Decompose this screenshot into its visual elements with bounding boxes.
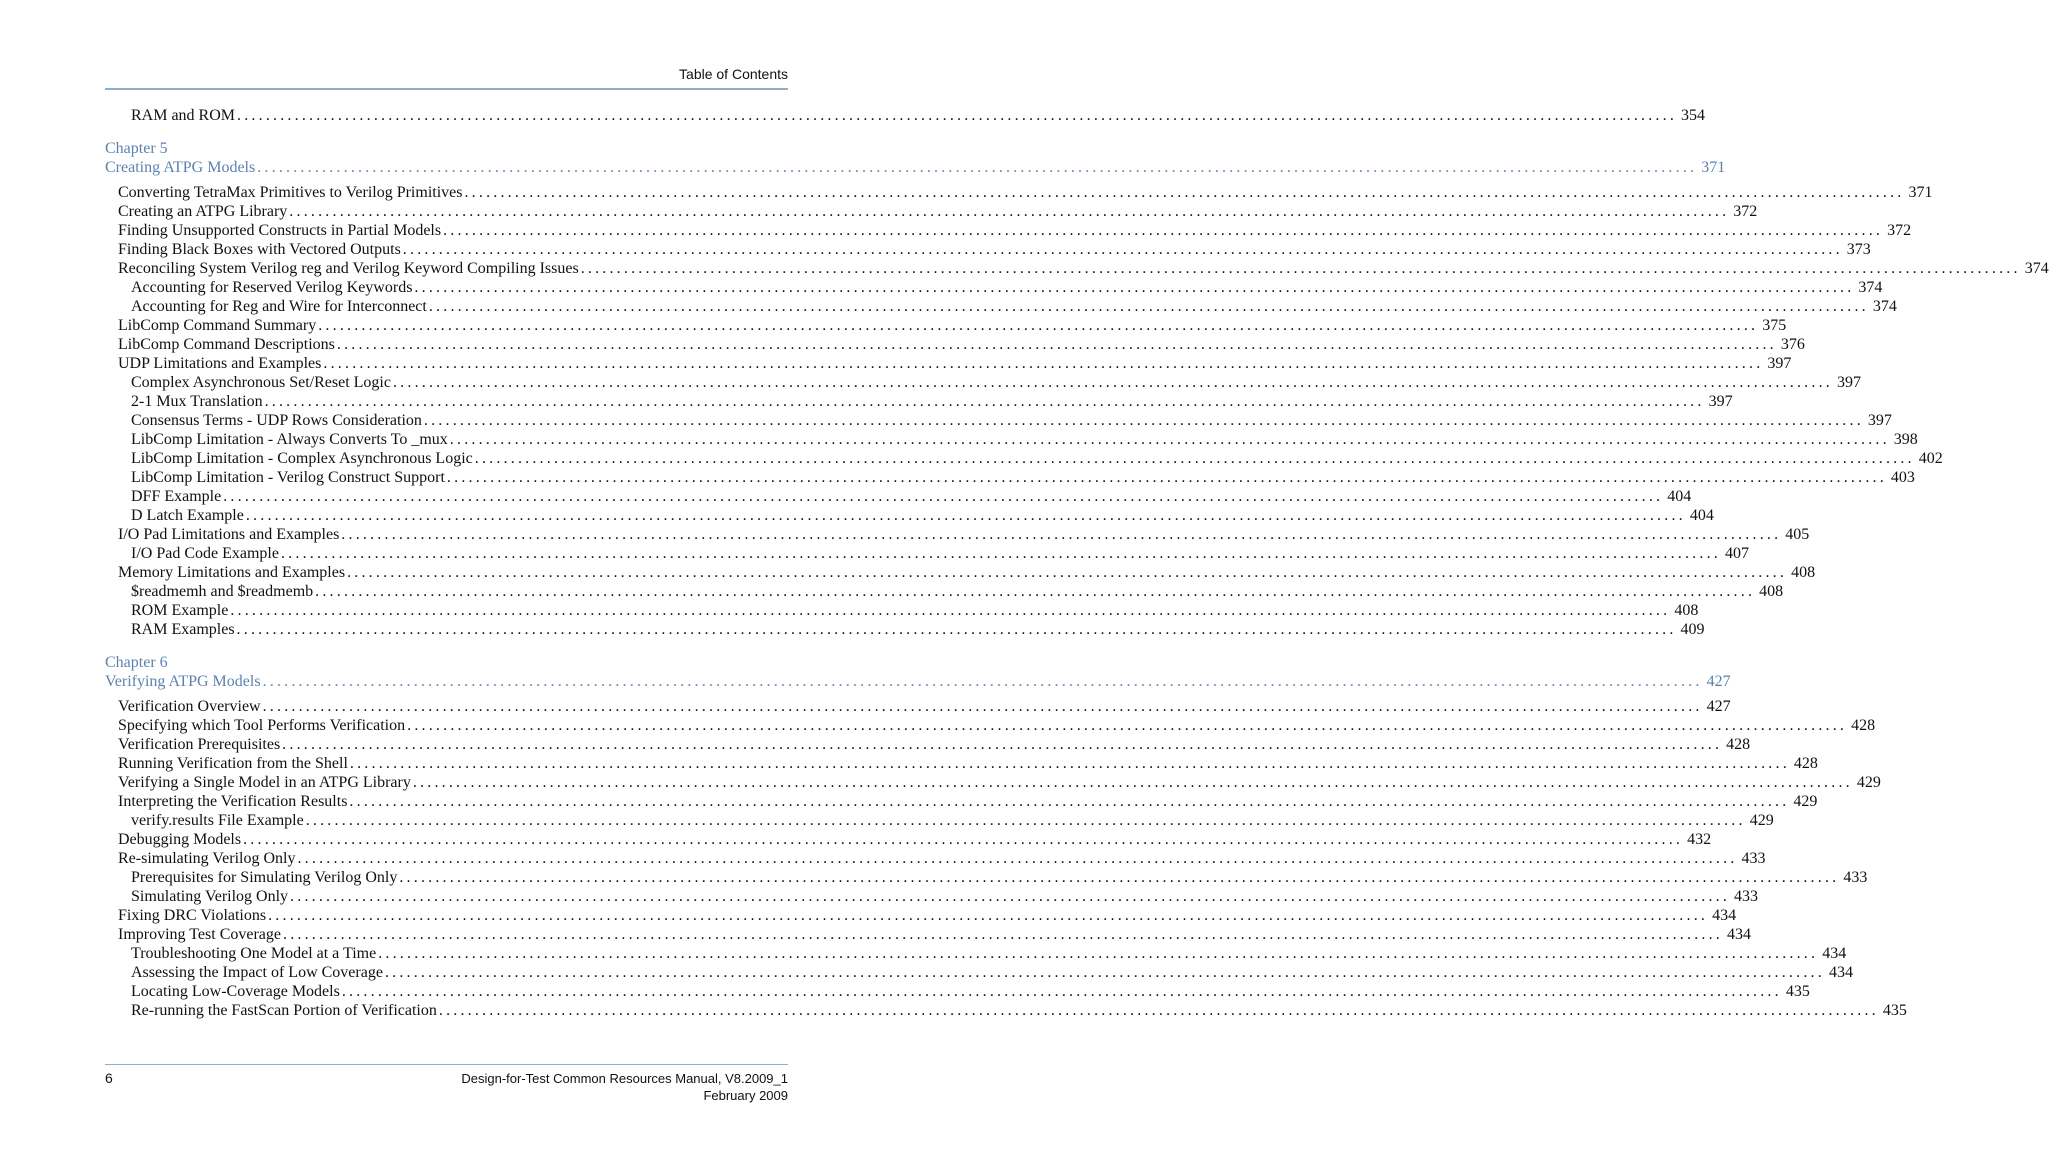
entry-label: LibComp Limitation - Verilog Construct Support [131, 469, 445, 486]
toc-entry[interactable] [105, 259, 2049, 278]
toc-entry[interactable] [105, 316, 1787, 335]
dot-leader: ........................................................................................................................................................................................................ [318, 317, 1759, 334]
toc-entry[interactable] [105, 202, 1758, 221]
entry-page-number: 428 [1851, 717, 1876, 734]
dot-leader: ........................................................................................................................................................................................................ [349, 755, 1790, 772]
dot-leader: ........................................................................................................................................................................................................ [347, 564, 1788, 581]
entry-page-number: 403 [1890, 469, 1915, 486]
dot-leader: ........................................................................................................................................................................................................ [580, 260, 2021, 277]
toc-entry[interactable] [105, 982, 1810, 1001]
entry-label: Specifying which Tool Performs Verification [118, 717, 406, 734]
toc-entry[interactable] [105, 544, 1749, 563]
toc-entry[interactable] [105, 278, 1883, 297]
dot-leader: ........................................................................................................................................................................................................ [407, 717, 1848, 734]
dot-leader: ........................................................................................................................................................................................................ [223, 488, 1664, 505]
toc-entry[interactable] [105, 354, 1792, 373]
dot-leader: ........................................................................................................................................................................................................ [268, 907, 1709, 924]
header-rule [105, 88, 788, 90]
page-number: 6 [105, 1070, 113, 1086]
entry-page-number: 374 [1858, 279, 1883, 296]
entry-page-number: 405 [1785, 526, 1810, 543]
entry-page-number: 372 [1733, 203, 1758, 220]
entry-page-number: 398 [1893, 431, 1918, 448]
entry-label: Improving Test Coverage [118, 926, 281, 943]
entry-label: D Latch Example [131, 507, 244, 524]
entry-label: Assessing the Impact of Low Coverage [131, 964, 383, 981]
toc-entry[interactable] [105, 468, 1915, 487]
entry-label: $readmemh and $readmemb [131, 583, 314, 600]
toc-entry[interactable] [105, 506, 1714, 525]
entry-page-number: 433 [1843, 869, 1868, 886]
entry-page-number: 427 [1706, 673, 1731, 690]
dot-leader: ........................................................................................................................................................................................................ [341, 526, 1782, 543]
entry-page-number: 397 [1767, 355, 1792, 372]
entry-page-number: 429 [1793, 793, 1818, 810]
toc-entry[interactable] [105, 601, 1699, 620]
dot-leader: ........................................................................................................................................................................................................ [283, 926, 1723, 943]
entry-label: Verification Overview [118, 698, 261, 715]
toc-entry[interactable] [105, 106, 1706, 125]
entry-page-number: 373 [1846, 241, 1871, 258]
dot-leader: ........................................................................................................................................................................................................ [349, 793, 1790, 810]
toc-entry[interactable] [105, 906, 1737, 925]
entry-page-number: 402 [1918, 450, 1943, 467]
entry-page-number: 434 [1822, 945, 1847, 962]
dot-leader: ........................................................................................................................................................................................................ [280, 545, 1721, 562]
entry-label: Fixing DRC Violations [118, 907, 267, 924]
entry-page-number: 429 [1749, 812, 1774, 829]
entry-label: Debugging Models [118, 831, 242, 848]
toc-entry[interactable] [105, 1001, 1907, 1020]
toc-entry[interactable] [105, 297, 1897, 316]
entry-label: I/O Pad Code Example [131, 545, 279, 562]
dot-leader: ........................................................................................................................................................................................................ [237, 107, 1678, 124]
chapter-title-entry[interactable] [105, 672, 1731, 691]
entry-label: Re-simulating Verilog Only [118, 850, 296, 867]
entry-label: Troubleshooting One Model at a Time [131, 945, 377, 962]
toc-entry[interactable] [105, 449, 1943, 468]
dot-leader: ........................................................................................................................................................................................................ [297, 850, 1738, 867]
toc-entry[interactable] [105, 525, 1810, 544]
entry-label: LibComp Command Summary [118, 317, 317, 334]
dot-leader: ........................................................................................................................................................................................................ [262, 673, 1703, 690]
entry-label: verify.results File Example [131, 812, 304, 829]
entry-label: Reconciling System Verilog reg and Verilog Keyword Compiling Issues [118, 260, 579, 277]
dot-leader: ........................................................................................................................................................................................................ [236, 621, 1677, 638]
toc-entry[interactable] [105, 735, 1751, 754]
dot-leader: ........................................................................................................................................................................................................ [245, 507, 1686, 524]
entry-label: LibComp Limitation - Complex Asynchronous Logic [131, 450, 473, 467]
chapter-title-entry[interactable] [105, 158, 1726, 177]
toc-entry[interactable] [105, 830, 1712, 849]
chapter-section [105, 139, 2049, 639]
dot-leader: ........................................................................................................................................................................................................ [341, 983, 1782, 1000]
toc-entry[interactable] [105, 754, 1818, 773]
toc-entry[interactable] [105, 240, 1871, 259]
entry-label: Memory Limitations and Examples [118, 564, 346, 581]
dot-leader: ........................................................................................................................................................................................................ [402, 241, 1843, 258]
dot-leader: ........................................................................................................................................................................................................ [257, 159, 1698, 176]
entry-page-number: 408 [1759, 583, 1784, 600]
entry-label: Complex Asynchronous Set/Reset Logic [131, 374, 391, 391]
toc-entry[interactable] [105, 925, 1751, 944]
entry-label: Finding Black Boxes with Vectored Outputs [118, 241, 401, 258]
entry-page-number: 375 [1762, 317, 1787, 334]
entry-page-number: 429 [1856, 774, 1881, 791]
entry-label: RAM Examples [131, 621, 235, 638]
toc-entry[interactable] [105, 183, 1933, 202]
entry-label: Locating Low-Coverage Models [131, 983, 340, 1000]
toc-entry[interactable] [105, 868, 1868, 887]
footer-info [461, 1070, 788, 1104]
dot-leader: ........................................................................................................................................................................................................ [449, 431, 1890, 448]
toc-entry[interactable] [105, 487, 1692, 506]
entry-page-number: 397 [1836, 374, 1861, 391]
dot-leader: ........................................................................................................................................................................................................ [399, 869, 1840, 886]
dot-leader: ........................................................................................................................................................................................................ [264, 393, 1705, 410]
dot-leader: ........................................................................................................................................................................................................ [336, 336, 1777, 353]
entry-label: Re-running the FastScan Portion of Verification [131, 1002, 437, 1019]
toc-entry[interactable] [105, 811, 1774, 830]
entry-label: Running Verification from the Shell [118, 755, 348, 772]
dot-leader: ........................................................................................................................................................................................................ [305, 812, 1746, 829]
toc-entry[interactable] [105, 563, 1816, 582]
toc-entry[interactable] [105, 620, 1705, 639]
entry-label: ROM Example [131, 602, 229, 619]
entry-page-number: 397 [1867, 412, 1892, 429]
dot-leader: ........................................................................................................................................................................................................ [392, 374, 1833, 391]
entry-label: Finding Unsupported Constructs in Partial Models [118, 222, 442, 239]
entry-label: LibComp Command Descriptions [118, 336, 335, 353]
entry-label: Accounting for Reg and Wire for Interconnect [131, 298, 427, 315]
entry-page-number: 428 [1726, 736, 1751, 753]
table-of-contents [105, 106, 2049, 1020]
toc-entry[interactable] [105, 773, 1881, 792]
toc-entry[interactable] [105, 792, 1818, 811]
publication-date: February 2009 [703, 1088, 788, 1103]
toc-entry[interactable] [105, 582, 1784, 601]
entry-page-number: 374 [1872, 298, 1897, 315]
dot-leader: ........................................................................................................................................................................................................ [438, 1002, 1879, 1019]
chapter-section [105, 653, 1907, 1020]
chapter-title: Creating ATPG Models [105, 159, 256, 176]
dot-leader: ........................................................................................................................................................................................................ [446, 469, 1887, 486]
toc-entry[interactable] [105, 335, 1805, 354]
entry-page-number: 404 [1667, 488, 1692, 505]
chapter-title: Verifying ATPG Models [105, 673, 261, 690]
dot-leader: ........................................................................................................................................................................................................ [282, 736, 1723, 753]
entry-page-number: 374 [2024, 260, 2049, 277]
entry-page-number: 408 [1791, 564, 1816, 581]
dot-leader: ........................................................................................................................................................................................................ [384, 964, 1825, 981]
dot-leader: ........................................................................................................................................................................................................ [230, 602, 1671, 619]
entry-label: 2-1 Mux Translation [131, 393, 263, 410]
running-header: Table of Contents [679, 66, 788, 82]
dot-leader: ........................................................................................................................................................................................................ [412, 774, 1853, 791]
dot-leader: ........................................................................................................................................................................................................ [423, 412, 1864, 429]
entry-page-number: 428 [1793, 755, 1818, 772]
entry-page-number: 372 [1887, 222, 1912, 239]
toc-entry[interactable] [105, 373, 1861, 392]
entry-label: Interpreting the Verification Results [118, 793, 348, 810]
toc-entry[interactable] [105, 944, 1847, 963]
entry-label: I/O Pad Limitations and Examples [118, 526, 340, 543]
dot-leader: ........................................................................................................................................................................................................ [323, 355, 1764, 372]
toc-entry[interactable] [105, 411, 1892, 430]
entry-label: Simulating Verilog Only [131, 888, 289, 905]
dot-leader: ........................................................................................................................................................................................................ [378, 945, 1819, 962]
dot-leader: ........................................................................................................................................................................................................ [414, 279, 1855, 296]
entry-page-number: 371 [1908, 184, 1933, 201]
entry-page-number: 397 [1708, 393, 1733, 410]
toc-entry[interactable] [105, 697, 1731, 716]
entry-label: Verification Prerequisites [118, 736, 281, 753]
toc-entry[interactable] [105, 849, 1766, 868]
entry-label: Verifying a Single Model in an ATPG Library [118, 774, 411, 791]
dot-leader: ........................................................................................................................................................................................................ [428, 298, 1869, 315]
dot-leader: ........................................................................................................................................................................................................ [243, 831, 1684, 848]
dot-leader: ........................................................................................................................................................................................................ [262, 698, 1703, 715]
toc-entry[interactable] [105, 887, 1759, 906]
toc-entry[interactable] [105, 963, 1853, 982]
entry-page-number: 434 [1828, 964, 1853, 981]
dot-leader: ........................................................................................................................................................................................................ [315, 583, 1756, 600]
entry-label: Prerequisites for Simulating Verilog Only [131, 869, 398, 886]
entry-page-number: 404 [1689, 507, 1714, 524]
entry-page-number: 407 [1724, 545, 1749, 562]
dot-leader: ........................................................................................................................................................................................................ [289, 203, 1730, 220]
entry-page-number: 433 [1741, 850, 1766, 867]
dot-leader: ........................................................................................................................................................................................................ [290, 888, 1731, 905]
entry-page-number: 408 [1674, 602, 1699, 619]
entry-label: LibComp Limitation - Always Converts To _mux [131, 431, 448, 448]
entry-page-number: 434 [1727, 926, 1751, 943]
toc-entry[interactable] [105, 221, 1912, 240]
toc-entry[interactable] [105, 716, 1876, 735]
entry-label: RAM and ROM [131, 107, 236, 124]
toc-entry[interactable] [105, 430, 1918, 449]
entry-page-number: 371 [1701, 159, 1726, 176]
entry-label: Creating an ATPG Library [118, 203, 288, 220]
entry-page-number: 434 [1712, 907, 1737, 924]
entry-label: UDP Limitations and Examples [118, 355, 322, 372]
entry-page-number: 432 [1687, 831, 1712, 848]
dot-leader: ........................................................................................................................................................................................................ [464, 184, 1905, 201]
entry-label: DFF Example [131, 488, 222, 505]
dot-leader: ........................................................................................................................................................................................................ [443, 222, 1884, 239]
entry-page-number: 433 [1734, 888, 1759, 905]
dot-leader: ........................................................................................................................................................................................................ [474, 450, 1915, 467]
entry-page-number: 409 [1680, 621, 1705, 638]
entry-page-number: 354 [1681, 107, 1706, 124]
entry-page-number: 427 [1706, 698, 1731, 715]
chapter-label: Chapter 6 [105, 654, 168, 671]
manual-title: Design-for-Test Common Resources Manual, V8.2009_1 [461, 1071, 788, 1086]
chapter-label: Chapter 5 [105, 140, 168, 157]
entry-page-number: 435 [1785, 983, 1810, 1000]
entry-label: Accounting for Reserved Verilog Keywords [131, 279, 413, 296]
entry-label: Consensus Terms - UDP Rows Consideration [131, 412, 422, 429]
entry-page-number: 435 [1882, 1002, 1907, 1019]
footer-rule [105, 1064, 788, 1065]
toc-entry[interactable] [105, 392, 1733, 411]
entry-label: Converting TetraMax Primitives to Verilog Primitives [118, 184, 463, 201]
entry-page-number: 376 [1780, 336, 1805, 353]
